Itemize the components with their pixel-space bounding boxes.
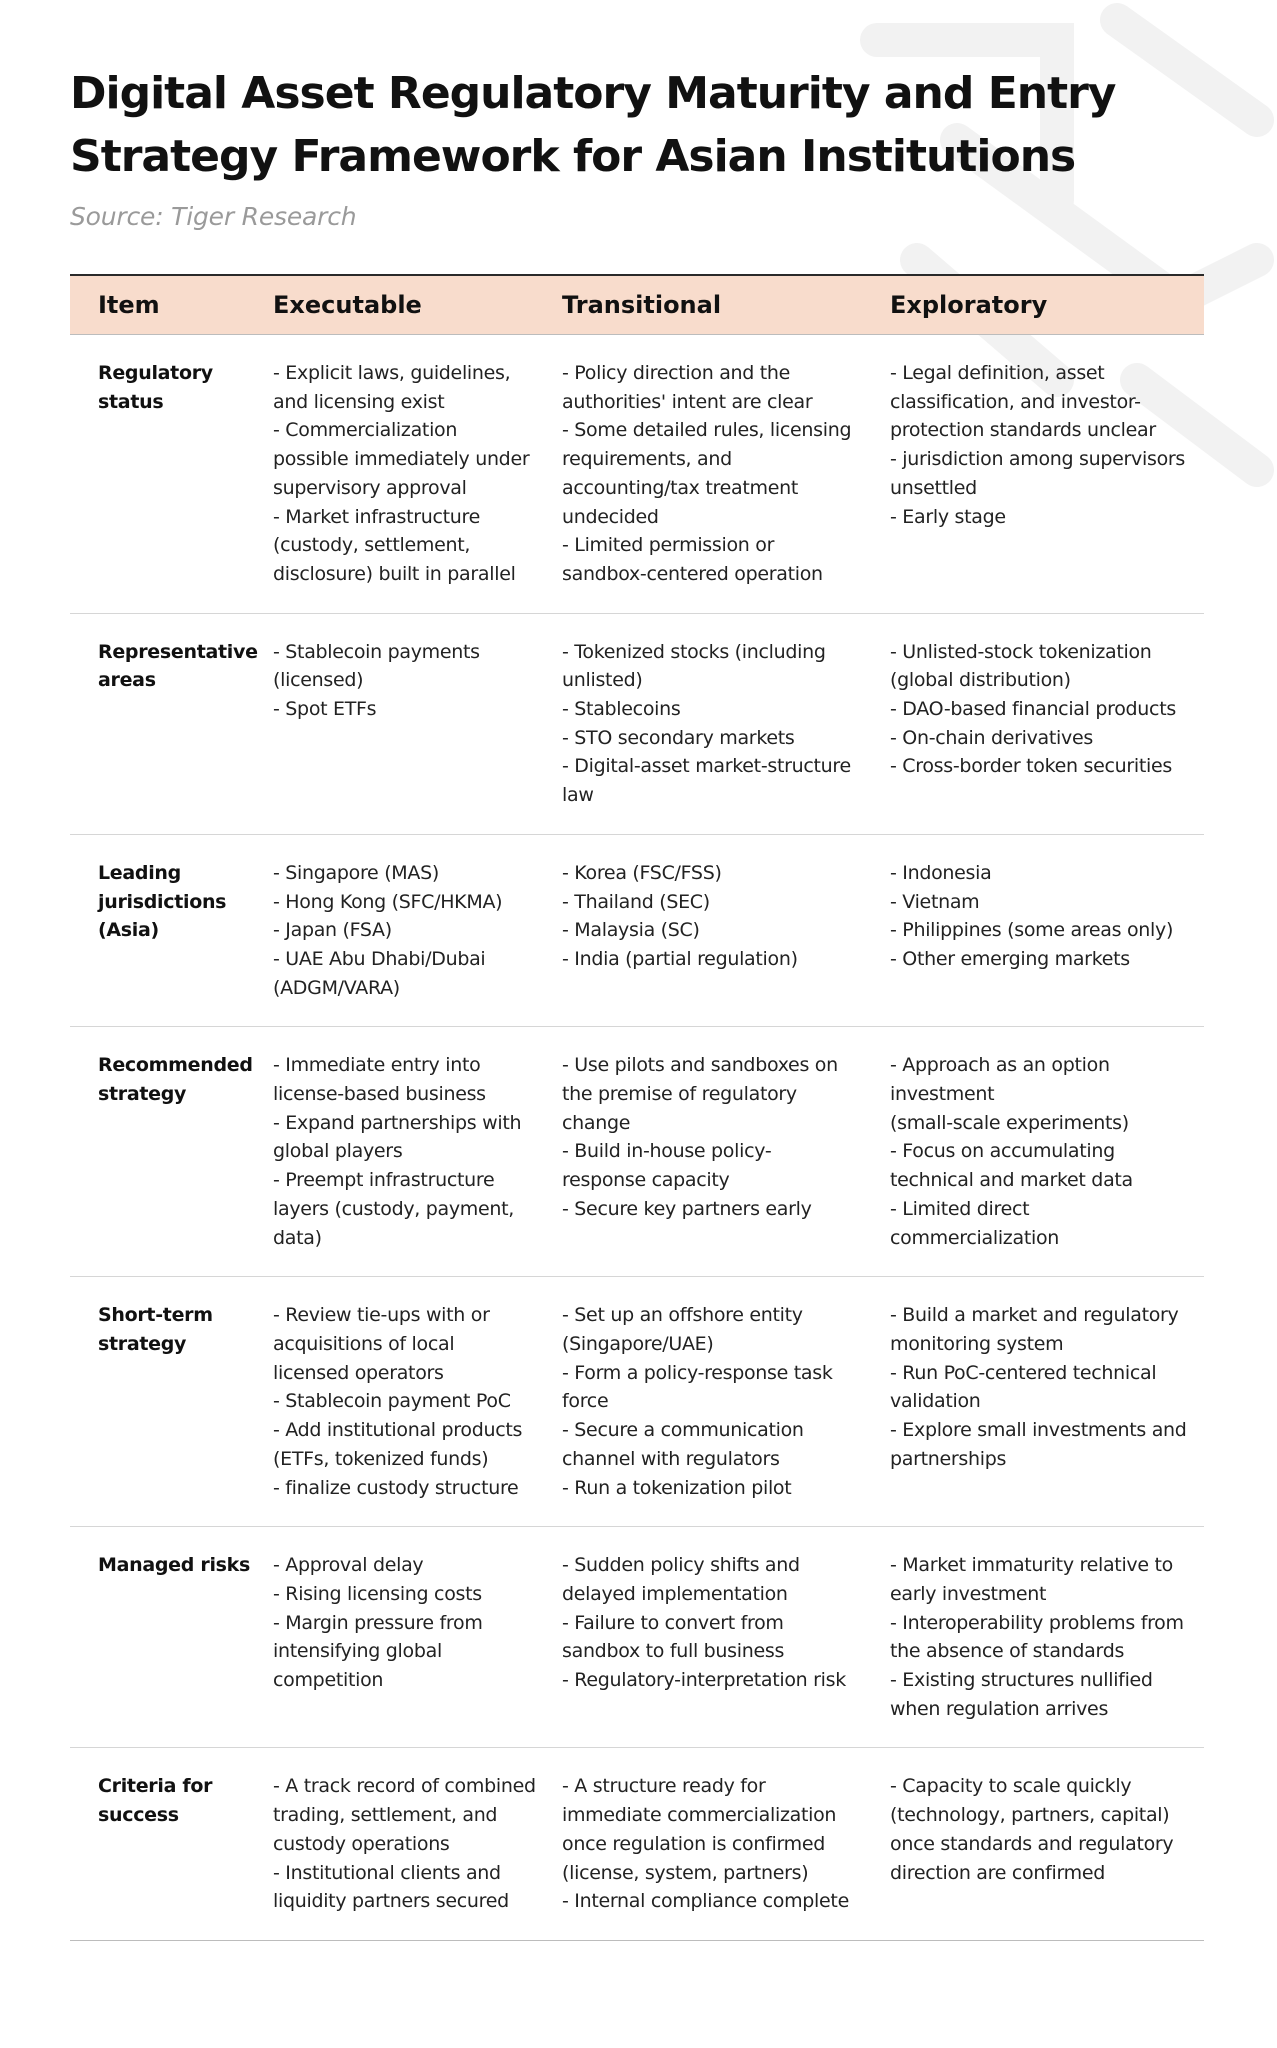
table-row <box>70 1027 1204 1277</box>
table-row <box>70 1527 1204 1748</box>
header-executable: Executable <box>257 275 546 335</box>
cell-text: - Set up an offshore entity (Singapore/UAE) - Form a policy-response task force - Secure a communication channel with regulators - Run a tokenization pilot <box>562 1304 833 1499</box>
cell-text: - Approach as an option investment (small-scale experiments) - Focus on accumulating technical and market data - Limited direct commercialization <box>890 1054 1133 1249</box>
source-note: Source: Tiger Research <box>70 202 357 231</box>
row-item-label <box>70 1027 257 1277</box>
row-item-label <box>70 335 257 614</box>
cell-transitional <box>546 1027 862 1277</box>
cell-transitional <box>546 1527 862 1748</box>
framework-table <box>70 274 1204 1941</box>
cell-exploratory <box>862 1027 1204 1277</box>
cell-transitional <box>546 335 862 614</box>
page-title: Digital Asset Regulatory Maturity and Entry Strategy Framework for Asian Institutions <box>70 68 1116 182</box>
header-transitional: Transitional <box>546 275 862 335</box>
cell-text: - Sudden policy shifts and delayed implementation - Failure to convert from sandbox to full business - Regulatory-interpretation risk <box>562 1554 846 1692</box>
cell-exploratory <box>862 1277 1204 1527</box>
cell-text: Leading jurisdictions (Asia) <box>98 861 227 942</box>
header-row <box>70 275 1204 335</box>
cell-text: - A track record of combined trading, settlement, and custody operations - Institutional clients and liquidity partners secured <box>273 1775 536 1913</box>
row-item-label <box>70 1527 257 1748</box>
row-item-label <box>70 1748 257 1941</box>
cell-executable <box>257 335 546 614</box>
cell-text: - Singapore (MAS) - Hong Kong (SFC/HKMA) - Japan (FSA) - UAE Abu Dhabi/Dubai (ADGM/VARA) <box>273 861 503 999</box>
cell-exploratory <box>862 613 1204 834</box>
table-header <box>70 275 1204 335</box>
cell-text: - Build a market and regulatory monitoring system - Run PoC-centered technical validation - Explore small investments and partnerships <box>890 1304 1187 1470</box>
cell-executable <box>257 834 546 1027</box>
cell-text: - Market immaturity relative to early investment - Interoperability problems from the absence of standards - Existing structures nullified when regulation arrives <box>890 1554 1184 1720</box>
row-item-label <box>70 1277 257 1527</box>
cell-transitional <box>546 834 862 1027</box>
cell-exploratory <box>862 1748 1204 1941</box>
cell-text: - Explicit laws, guidelines, and licensing exist - Commercialization possible immediately under supervisory approval - Market infrastructure (custody, settlement, disclosure) built in parallel <box>273 362 530 585</box>
cell-text: - Tokenized stocks (including unlisted) - Stablecoins - STO secondary markets - Digital-asset market-structure law <box>562 640 851 807</box>
cell-text: - Unlisted-stock tokenization (global distribution) - DAO-based financial products - On-chain derivatives - Cross-border token securities <box>890 640 1176 778</box>
cell-transitional <box>546 1277 862 1527</box>
table-row <box>70 613 1204 834</box>
cell-text: - Use pilots and sandboxes on the premise of regulatory change - Build in-house policy-response capacity - Secure key partners early <box>562 1054 838 1220</box>
cell-text: Short-term strategy <box>98 1304 213 1355</box>
cell-text: - Review tie-ups with or acquisitions of local licensed operators - Stablecoin payment PoC - Add institutional products (ETFs, tokenized funds) - finalize custody structure <box>273 1304 523 1499</box>
header-exploratory: Exploratory <box>862 275 1204 335</box>
table-row <box>70 834 1204 1027</box>
cell-text: Managed risks <box>98 1554 251 1577</box>
table-row <box>70 1277 1204 1527</box>
cell-exploratory <box>862 834 1204 1027</box>
cell-transitional <box>546 1748 862 1941</box>
cell-executable <box>257 1277 546 1527</box>
cell-executable <box>257 1748 546 1941</box>
table-body <box>70 335 1204 1941</box>
cell-text: - Korea (FSC/FSS) - Thailand (SEC) - Malaysia (SC) - India (partial regulation) <box>562 861 798 970</box>
cell-text: Representative areas <box>98 640 258 692</box>
cell-executable <box>257 1527 546 1748</box>
header-item: Item <box>70 275 257 335</box>
cell-text: Criteria for success <box>98 1775 213 1827</box>
framework-document <box>70 62 1204 1941</box>
cell-text: - Legal definition, asset classification, and investor-protection standards unclear - jurisdiction among supervisors unsettled - Early stage <box>890 362 1186 528</box>
cell-transitional <box>546 613 862 834</box>
cell-text: - Stablecoin payments (licensed) - Spot ETFs <box>273 640 480 721</box>
cell-text: - Policy direction and the authorities' intent are clear - Some detailed rules, licensing requirements, and accounting/tax treatment undecided - Limited permission or sandbox-centered operation <box>562 362 852 585</box>
cell-text: - A structure ready for immediate commercialization once regulation is confirmed (license, system, partners) - Internal compliance complete <box>562 1775 849 1913</box>
cell-exploratory <box>862 335 1204 614</box>
row-item-label <box>70 613 257 834</box>
cell-exploratory <box>862 1527 1204 1748</box>
row-item-label <box>70 834 257 1027</box>
cell-text: Regulatory status <box>98 362 213 413</box>
cell-text: - Capacity to scale quickly (technology, partners, capital) once standards and regulatory direction are confirmed <box>890 1775 1174 1884</box>
table-row <box>70 335 1204 614</box>
cell-executable <box>257 613 546 834</box>
cell-text: Recommended strategy <box>98 1054 253 1106</box>
table-row <box>70 1748 1204 1941</box>
cell-text: - Immediate entry into license-based business - Expand partnerships with global players - Preempt infrastructure layers (custody, payment, data) <box>273 1054 522 1249</box>
cell-executable <box>257 1027 546 1277</box>
cell-text: - Approval delay - Rising licensing costs - Margin pressure from intensifying global competition <box>273 1554 483 1692</box>
cell-text: - Indonesia - Vietnam - Philippines (some areas only) - Other emerging markets <box>890 861 1174 970</box>
